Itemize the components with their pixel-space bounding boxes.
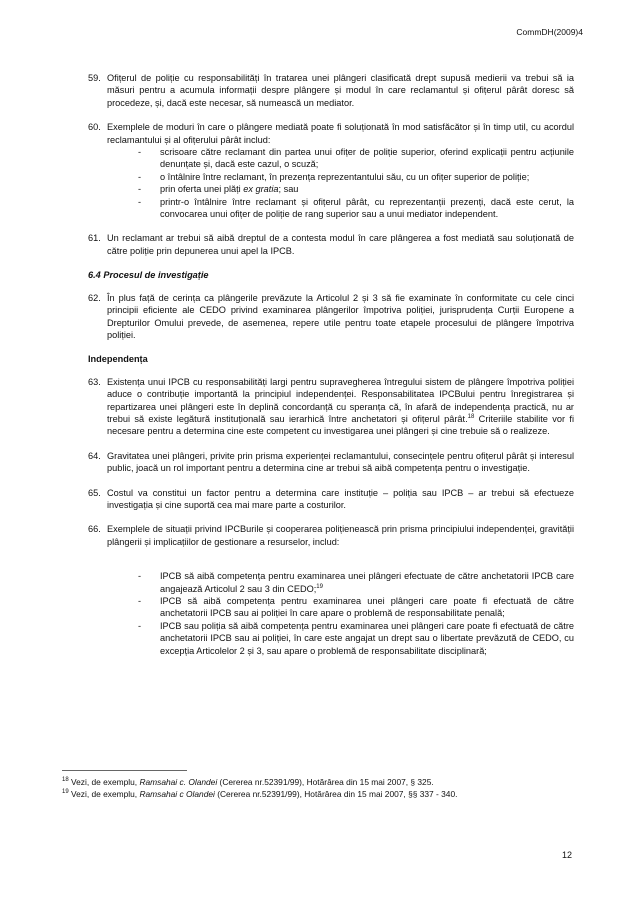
bullet-list <box>107 146 574 220</box>
footnote-ref[interactable]: 19 <box>316 583 323 590</box>
paragraph-text: Gravitatea unei plângeri, privite prin prisma experienței reclamantului, consecințele pentru ofițerul pârât și interesul public, joacă un rol important pentru a determina cine ar trebui să aibă competența pentru o investigație. <box>107 450 574 474</box>
paragraph-65 <box>88 487 574 512</box>
document-body <box>88 72 574 669</box>
paragraph-text: Exemplele de situații privind IPCBurile și cooperarea polițienească prin prisma principiului independenței, gravității plângerii și implicațiilor de gestionare a resurselor, includ: <box>107 524 574 547</box>
paragraph-62 <box>88 292 574 342</box>
paragraph-number: 61. <box>88 233 101 244</box>
paragraph-63: 63. Existența unui IPCB cu responsabilități largi pentru supravegherea întregului sistem de plângere împotriva poliției aduce o contribuție importantă la principiul independenței. Responsabilitatea IPCBului pentru înregistrarea și repartizarea unei plângeri este în deplină concordanță cu speranța că, în afară de independența practică, nu ar trebui să existe legătură instituțională sau ierarhică între anchetatori și ofițerul pârât.$^{18}$ Criteriile stabilite vor fi necesare pentru a determina cine este competent cu investigarea unei plângeri și cine trebuie să o realizeze. <box>88 376 574 437</box>
paragraph-text: Un reclamant ar trebui să aibă dreptul de a contesta modul în care plângerea a fost mediată sau soluționată de către poliție prin depunerea unui apel la IPCB. <box>107 233 574 256</box>
paragraph-text: Ofițerul de poliție cu responsabilități în tratarea unei plângeri clasificată drept supusă medierii va trebui să ia măsuri pentru a acumula informații despre plângere și modul în care reclamantul și ofițerul pârât doresc să procedeze, și, dacă este necesar, să numească un mediator. <box>107 73 574 108</box>
dash-bullet: - <box>138 620 142 631</box>
paragraph-64 <box>88 450 574 475</box>
dash-bullet: - <box>138 147 142 158</box>
paragraph-61 <box>88 232 574 257</box>
paragraph-number: 63. <box>88 376 101 387</box>
bullet-list <box>107 570 574 657</box>
dash-bullet: - <box>138 171 142 182</box>
dash-bullet: - <box>138 571 142 582</box>
paragraph-60 <box>88 121 574 220</box>
list-item: - IPCB sau poliția să aibă competența pentru examinarea unei plângeri care poate fi efectuată de către anchetatorii IPCB sau ai poliției, în care este angajat un drept sau o libertate prevăzută de CEDO, cu excepția Articolelor 2 și 3, sau apare o problemă de responsabilitate disciplinară; <box>138 620 574 656</box>
list-item: - IPCB să aibă competența pentru examinarea unei plângeri care poate fi efectuată de către anchetatorii IPCB sau ai poliției în care apare o problemă de responsabilitate penală; <box>138 596 574 619</box>
paragraph-number: 59. <box>88 73 101 83</box>
paragraph-number: 66. <box>88 524 101 535</box>
footnotes <box>62 776 574 800</box>
footnote-19: $^{19}$ Vezi, de exemplu, Ramsahai c Olandei (Cererea nr.52391/99), Hotărârea din 15 mai 2007, §§ 337 - 340. <box>62 789 458 799</box>
paragraph-number: 62. <box>88 292 101 303</box>
footnote-18: $^{18}$ Vezi, de exemplu, Ramsahai c. Olandei (Cererea nr.52391/99), Hotărârea din 15 mai 2007, § 325. <box>62 777 434 787</box>
dash-bullet: - <box>138 196 142 207</box>
section-heading: 6.4 Procesul de investigație <box>88 270 209 281</box>
paragraph-59 <box>88 72 574 109</box>
footnote-separator <box>62 770 187 771</box>
list-item: - printr-o întâlnire între reclamant și ofițerul pârât, cu reprezentanții prezenți, dacă este cerut, la convocarea unui ofițer de poliție de rang superior sau a unui mediator independent. <box>138 196 574 220</box>
paragraph-number: 60. <box>88 122 101 133</box>
paragraph-text: Existența unui IPCB cu responsabilități largi pentru supravegherea întregului sistem de plângere împotriva poliției aduce o contribuție importantă la principiul independenței. Responsabilitatea IPCBului pentru înregistrarea și repartizarea unei plângeri este în deplină concordanță cu speranța că, în afară de independența practică, nu ar trebui să existe legătură instituțională sau ierarhică între anchetatori și ofițerul pârât. <box>107 376 574 424</box>
paragraph-text: Exemplele de moduri în care o plângere mediată poate fi soluționată în mod satisfăcător și în timp util, cu acordul reclamantului și al ofițerului pârât includ: <box>107 122 574 145</box>
footnote-ref[interactable]: 18 <box>467 413 475 420</box>
paragraph-number: 64. <box>88 450 101 461</box>
paragraph-66 <box>88 523 574 657</box>
dash-bullet: - <box>138 184 142 195</box>
list-item: - o întâlnire între reclamant, în prezența reprezentantului său, cu un ofițer superior de poliție; <box>138 171 530 182</box>
list-item: - scrisoare către reclamant din partea unui ofițer de poliție superior, oferind explicații pentru acțiunile denunțate și, dacă este cazul, o scuză; <box>138 147 574 170</box>
paragraph-number: 65. <box>88 487 101 498</box>
dash-bullet: - <box>138 596 142 606</box>
list-item: - prin oferta unei plăți ex gratia; sau <box>138 184 299 195</box>
paragraph-text: Costul va constitui un factor pentru a determina care instituție – poliția sau IPCB – ar trebui să efectueze investigația și cine suportă cea mai mare parte a costurilor. <box>107 487 574 510</box>
paragraph-text: În plus față de cerința ca plângerile prevăzute la Articolul 2 și 3 să fie examinate în conformitate cu cele cinci principii eficiente ale CEDO privind examinarea plângerilor împotriva poliției, jurisprudența Curții Europene a Drepturilor Omului prevede, de asemenea, repere utile pentru toate etapele procesului de plângere împotriva poliției. <box>107 292 574 340</box>
document-reference: CommDH(2009)4 <box>516 27 583 37</box>
page-number: 12 <box>561 850 572 860</box>
list-item: - IPCB să aibă competența pentru examinarea unei plângeri efectuate de către anchetatorii IPCB care angajează Articolul 2 sau 3 din CEDO;$^{19}$ <box>138 571 574 594</box>
subsection-heading: Independența <box>88 354 148 365</box>
